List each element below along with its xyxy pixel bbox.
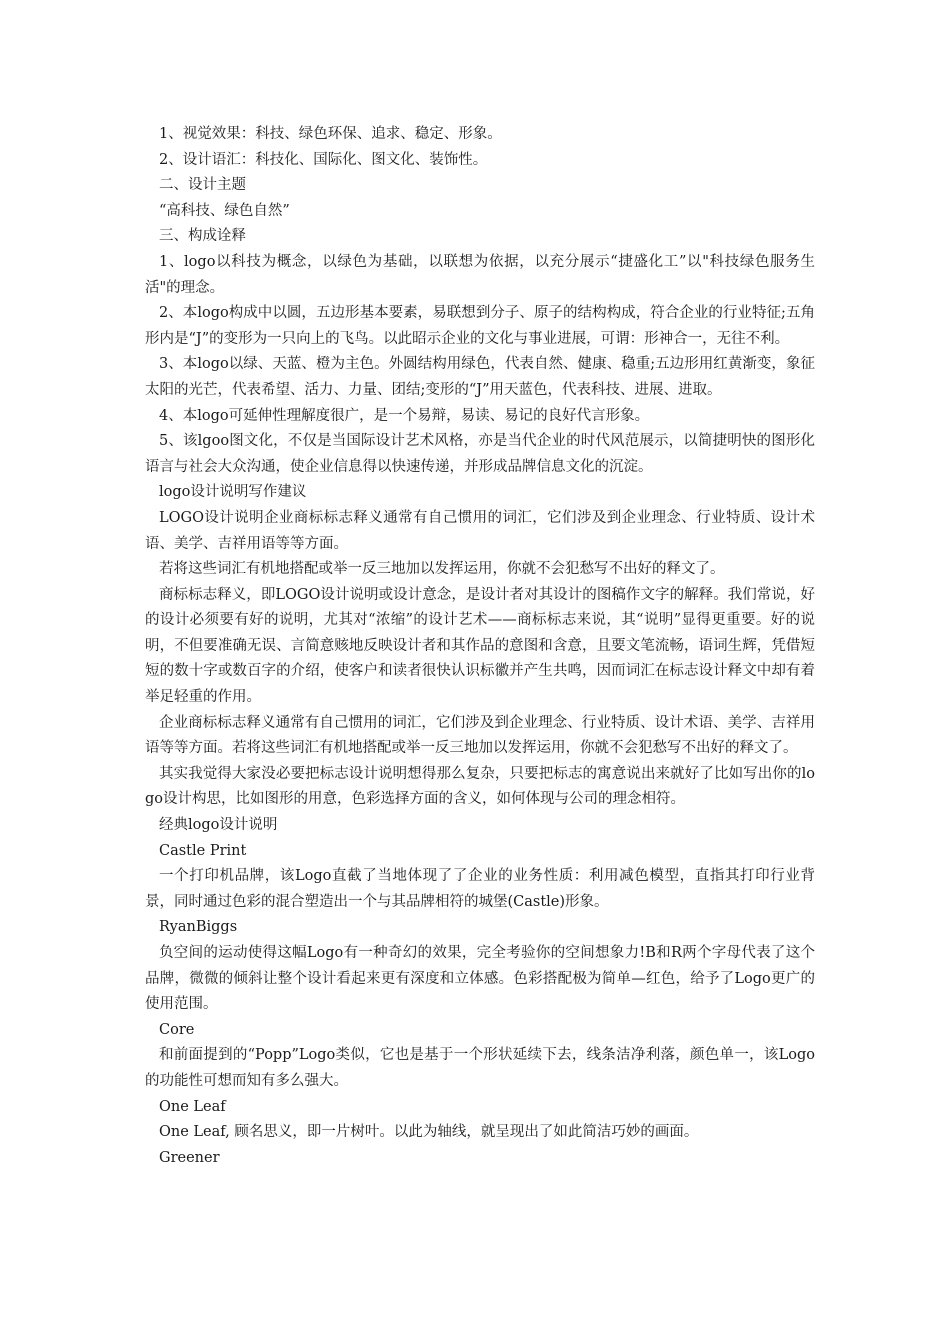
paragraph-one-leaf: One Leaf, 顾名思义，即一片树叶。以此为轴线，就呈现出了如此简洁巧妙的画面。 <box>159 1124 699 1141</box>
logo-title-greener: Greener <box>159 1149 220 1166</box>
section-heading-design-theme: 二、设计主题 <box>159 177 246 194</box>
paragraph-visual-effect: 1、视觉效果：科技、绿色环保、追求、稳定、形象。 <box>159 126 502 142</box>
paragraph-castle-print: 一个打印机品牌，该Logo直截了当地体现了了企业的业务性质：利用减色模型，直指其打印行业背景，同时通过色彩的混合塑造出一个与其品牌相符的城堡(Castle)形象。 <box>145 868 815 910</box>
paragraph-advice-1: LOGO设计说明企业商标标志释义通常有自己惯用的词汇，它们涉及到企业理念、行业特质、设计术语、美学、吉祥用语等等方面。 <box>145 509 815 552</box>
section-heading-writing-advice: logo设计说明写作建议 <box>159 484 307 501</box>
logo-title-core: Core <box>159 1021 195 1038</box>
section-heading-composition: 三、构成诠释 <box>159 228 246 245</box>
section-heading-classic-logos: 经典logo设计说明 <box>159 817 278 834</box>
paragraph-advice-4: 企业商标标志释义通常有自己惯用的词汇，它们涉及到企业理念、行业特质、设计术语、美学、吉祥用语等等方面。若将这些词汇有机地搭配或举一反三地加以发挥运用，你就不会犯愁写不出好的释文了。 <box>145 714 815 757</box>
paragraph-composition-5: 5、该lgoo图文化，不仅是当国际设计艺术风格，亦是当代企业的时代风范展示，以简捷明快的图形化语言与社会大众沟通，使企业信息得以快速传递，并形成品牌信息文化的沉淀。 <box>145 433 815 475</box>
paragraph-composition-1: 1、logo以科技为概念，以绿色为基础，以联想为依据，以充分展示“捷盛化工”以"科技绿色服务生活"的理念。 <box>145 253 815 296</box>
logo-title-one-leaf: One Leaf <box>159 1098 226 1115</box>
logo-title-castle-print: Castle Print <box>159 842 247 859</box>
paragraph-advice-2: 若将这些词汇有机地搭配或举一反三地加以发挥运用，你就不会犯愁写不出好的释文了。 <box>159 561 725 578</box>
paragraph-design-vocabulary: 2、设计语汇：科技化、国际化、图文化、装饰性。 <box>159 151 488 168</box>
paragraph-composition-4: 4、本logo可延伸性理解度很广，是一个易辩，易读、易记的良好代言形象。 <box>159 407 650 424</box>
paragraph-core: 和前面提到的“Popp”Logo类似，它也是基于一个形状延续下去，线条洁净利落，颜色单一，该Logo的功能性可想而知有多么强大。 <box>145 1047 815 1089</box>
paragraph-composition-3: 3、本logo以绿、天蓝、橙为主色。外圆结构用绿色，代表自然、健康、稳重;五边形用红黄渐变，象征太阳的光芒，代表希望、活力、力量、团结;变形的“J”用天蓝色，代表科技、进展、进取。 <box>145 356 815 398</box>
paragraph-advice-3: 商标标志释义，即LOGO设计说明或设计意念，是设计者对其设计的图稿作文字的解释。我们常说，好的设计必须要有好的说明，尤其对“浓缩”的设计艺术——商标标志来说，其“说明”显得更重要。好的说明，不但要准确无误、言简意赅地反映设计者和其作品的意图和含意，且要文笔流畅，语词生辉，凭借短短的数十字或数百字的介绍，使客户和读者很快认识标徽并产生共鸣，因而词汇在标志设计释文中却有着举足轻重的作用。 <box>145 586 815 706</box>
logo-title-ryanbiggs: RyanBiggs <box>159 919 238 936</box>
paragraph-composition-2: 2、本logo构成中以圆，五边形基本要素，易联想到分子、原子的结构构成，符合企业的行业特征;五角形内是“J”的变形为一只向上的飞鸟。以此昭示企业的文化与事业进展，可谓：形神合一，无往不利。 <box>145 305 815 347</box>
paragraph-theme-quote: “高科技、绿色自然” <box>159 202 290 219</box>
paragraph-ryanbiggs: 负空间的运动使得这幅Logo有一种奇幻的效果，完全考验你的空间想象力!B和R两个字母代表了这个品牌，微微的倾斜让整个设计看起来更有深度和立体感。色彩搭配极为简单—红色，给予了Logo更广的使用范围。 <box>145 945 815 1013</box>
paragraph-advice-5: 其实我觉得大家没必要把标志设计说明想得那么复杂，只要把标志的寓意说出来就好了比如写出你的logo设计构思，比如图形的用意，色彩选择方面的含义，如何体现与公司的理念相符。 <box>145 765 815 808</box>
document-body <box>145 122 815 1171</box>
